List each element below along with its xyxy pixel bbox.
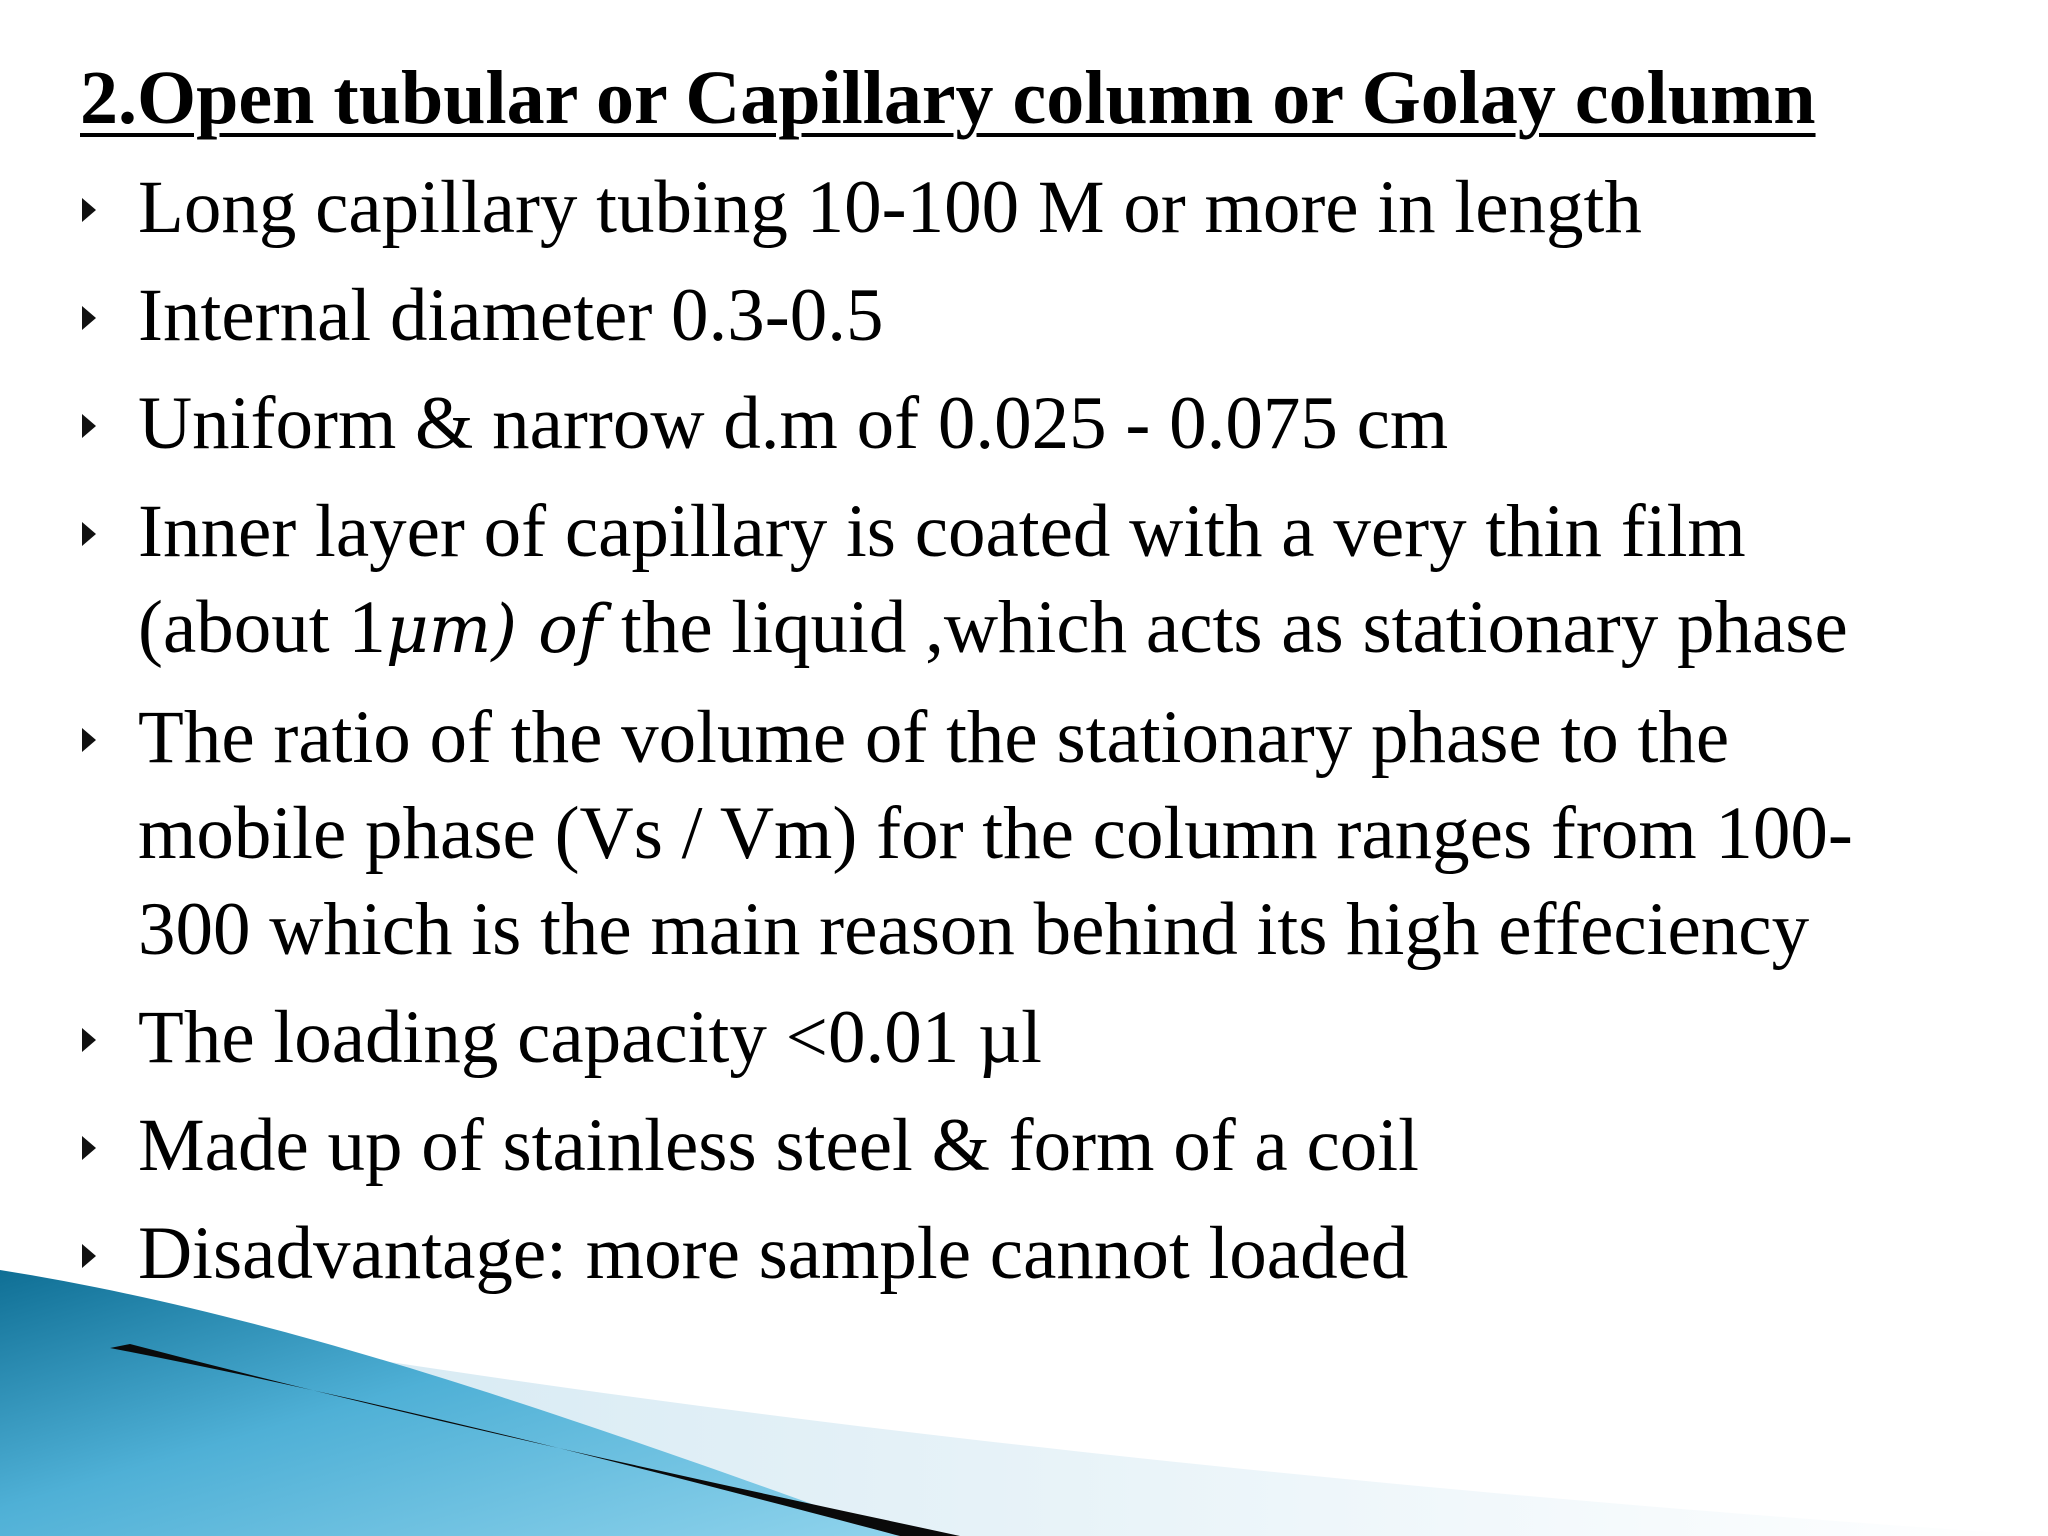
math-expression: μm) of [385, 591, 603, 668]
bullet-arrow-icon [82, 1244, 96, 1268]
bullet-text: Internal diameter 0.3-0.5 [138, 274, 884, 357]
bullet-text: Disadvantage: more sample cannot loaded [138, 1212, 1409, 1295]
bullet-arrow-icon [82, 306, 96, 330]
bullet-list [80, 160, 2030, 1314]
bullet-arrow-icon [82, 414, 96, 438]
bullet-arrow-icon [82, 728, 96, 752]
bullet-item [80, 990, 2030, 1086]
bullet-item [80, 1098, 2030, 1194]
bullet-text: The loading capacity <0.01 µl [138, 996, 1042, 1079]
bullet-text-part: the liquid ,which acts as stationary phase [602, 586, 1848, 669]
bullet-arrow-icon [82, 1028, 96, 1052]
bullet-item [80, 268, 2030, 364]
bullet-text: Uniform & narrow d.m of 0.025 - 0.075 cm [138, 382, 1449, 465]
bullet-item [80, 484, 2030, 678]
bullet-item [80, 690, 2030, 978]
slide-title: 2.Open tubular or Capillary column or Golay column [80, 56, 1816, 140]
bullet-arrow-icon [82, 1136, 96, 1160]
bullet-item [80, 160, 2030, 256]
bullet-text: Inner layer of capillary is coated with a very thin film [138, 490, 1746, 573]
bullet-text-continued: 300 which is the main reason behind its high effeciency [138, 888, 1810, 971]
bullet-text-part: (about 1 [138, 586, 386, 669]
bullet-text-continued [138, 580, 2030, 678]
decorative-swoosh [0, 1270, 2048, 1536]
bullet-item [80, 376, 2030, 472]
bullet-text: Made up of stainless steel & form of a coil [138, 1104, 1419, 1187]
bullet-text-continued: mobile phase (Vs / Vm) for the column ranges from 100- [138, 792, 1853, 875]
bullet-arrow-icon [82, 522, 96, 546]
bullet-text: Long capillary tubing 10-100 M or more in length [138, 166, 1642, 249]
bullet-arrow-icon [82, 198, 96, 222]
bullet-text: The ratio of the volume of the stationary phase to the [138, 696, 1730, 779]
